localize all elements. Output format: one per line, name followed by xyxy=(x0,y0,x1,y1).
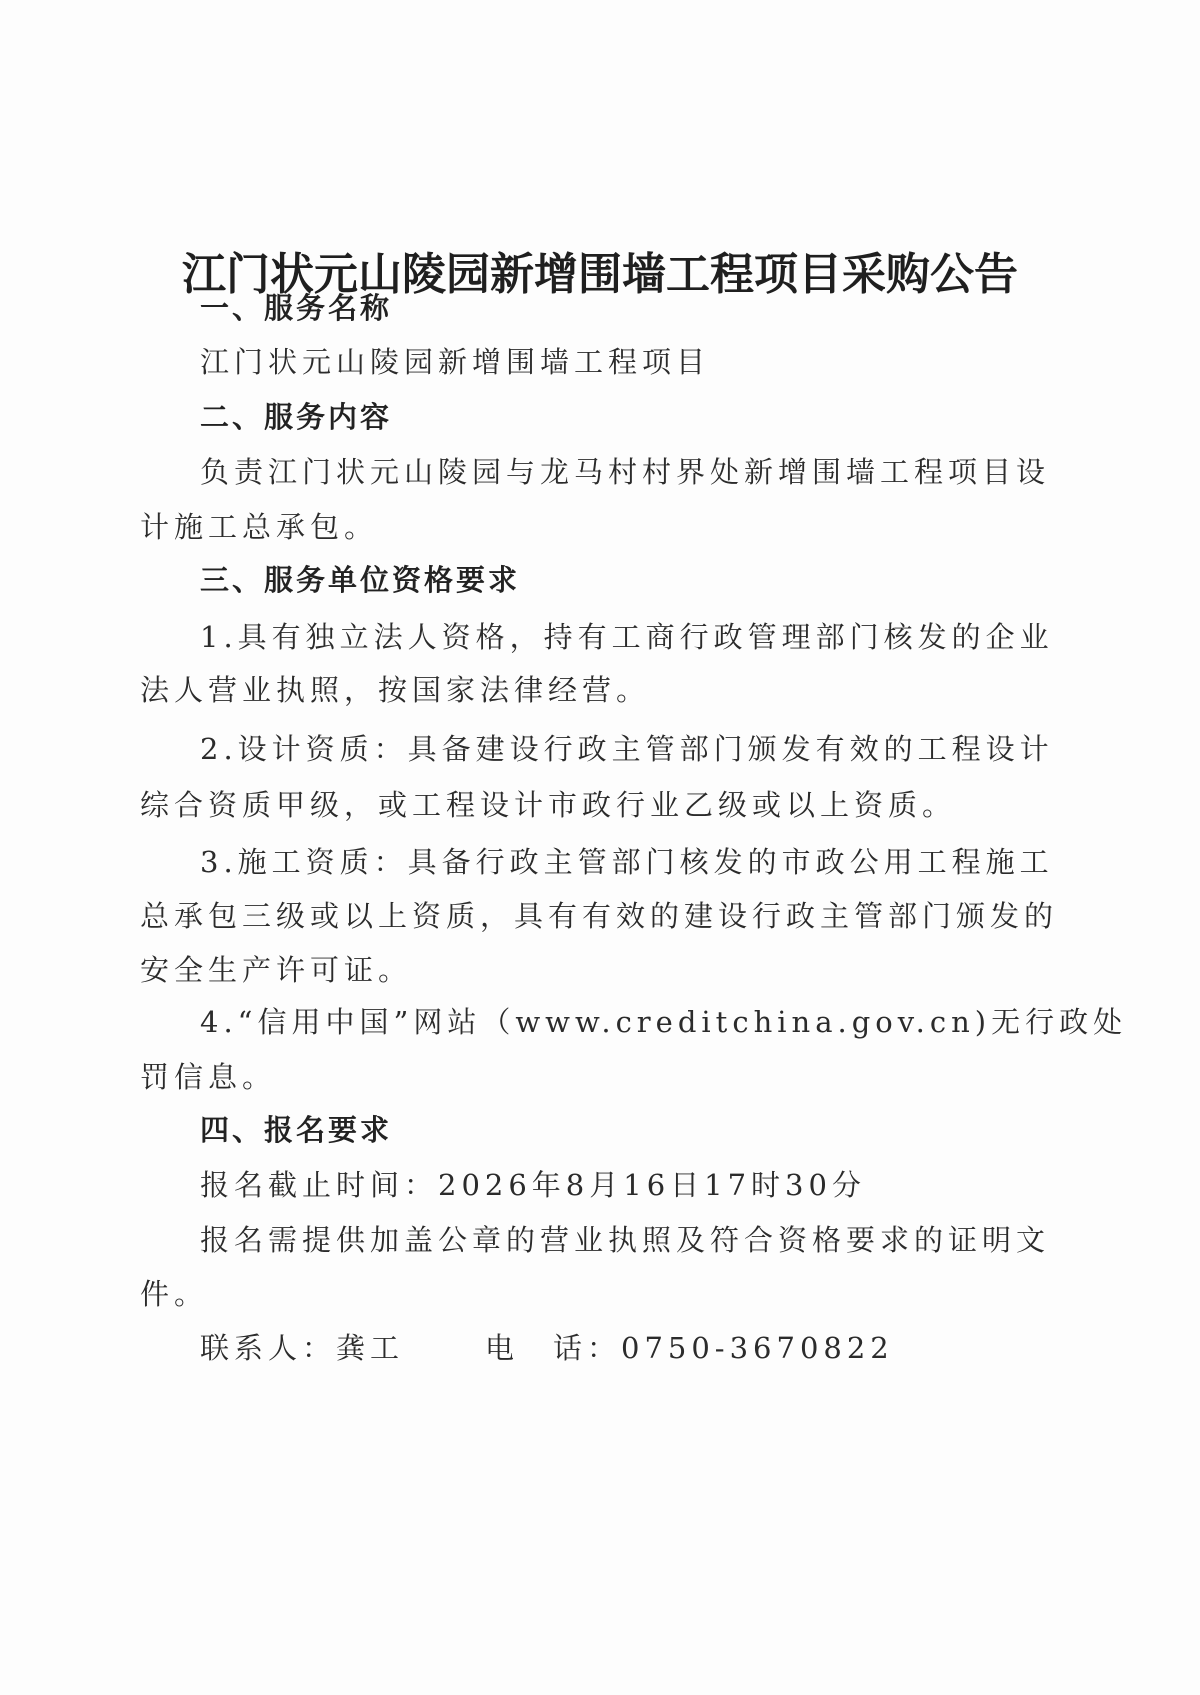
section-heading-service-content: 二、服务内容 xyxy=(200,400,393,434)
service-name-text: 江门状元山陵园新增围墙工程项目 xyxy=(200,345,711,379)
service-content-line-2: 计施工总承包。 xyxy=(140,510,379,544)
qualification-3-line-1: 3.施工资质：具备行政主管部门核发的市政公用工程施工 xyxy=(200,845,1054,879)
qualification-1-line-2: 法人营业执照，按国家法律经营。 xyxy=(140,673,651,707)
section-heading-service-name: 一、服务名称 xyxy=(200,291,393,325)
qualification-4-line-1: 4.“信用中国”网站（www.creditchina.gov.cn)无行政处 xyxy=(200,1005,1128,1039)
registration-requirement-line-2: 件。 xyxy=(140,1277,209,1311)
qualification-2-line-1: 2.设计资质：具备建设行政主管部门颁发有效的工程设计 xyxy=(200,732,1054,766)
qualification-2-line-2: 综合资质甲级，或工程设计市政行业乙级或以上资质。 xyxy=(140,788,957,822)
registration-requirement-line-1: 报名需提供加盖公章的营业执照及符合资格要求的证明文 xyxy=(200,1223,1051,1257)
section-heading-registration: 四、报名要求 xyxy=(200,1113,393,1147)
service-content-line-1: 负责江门状元山陵园与龙马村村界处新增围墙工程项目设 xyxy=(200,455,1051,489)
qualification-4-line-2: 罚信息。 xyxy=(140,1060,277,1094)
section-heading-qualifications: 三、服务单位资格要求 xyxy=(200,563,521,597)
contact-person: 联系人：龚工 xyxy=(200,1331,405,1365)
qualification-3-line-3: 安全生产许可证。 xyxy=(140,953,413,987)
registration-deadline: 报名截止时间：2026年8月16日17时30分 xyxy=(200,1168,866,1202)
qualification-1-line-1: 1.具有独立法人资格，持有工商行政管理部门核发的企业 xyxy=(200,620,1054,654)
document-title: 江门状元山陵园新增围墙工程项目采购公告 xyxy=(182,249,1018,300)
contact-phone: 电 话：0750-3670822 xyxy=(485,1331,894,1365)
qualification-3-line-2: 总承包三级或以上资质，具有有效的建设行政主管部门颁发的 xyxy=(140,899,1059,933)
